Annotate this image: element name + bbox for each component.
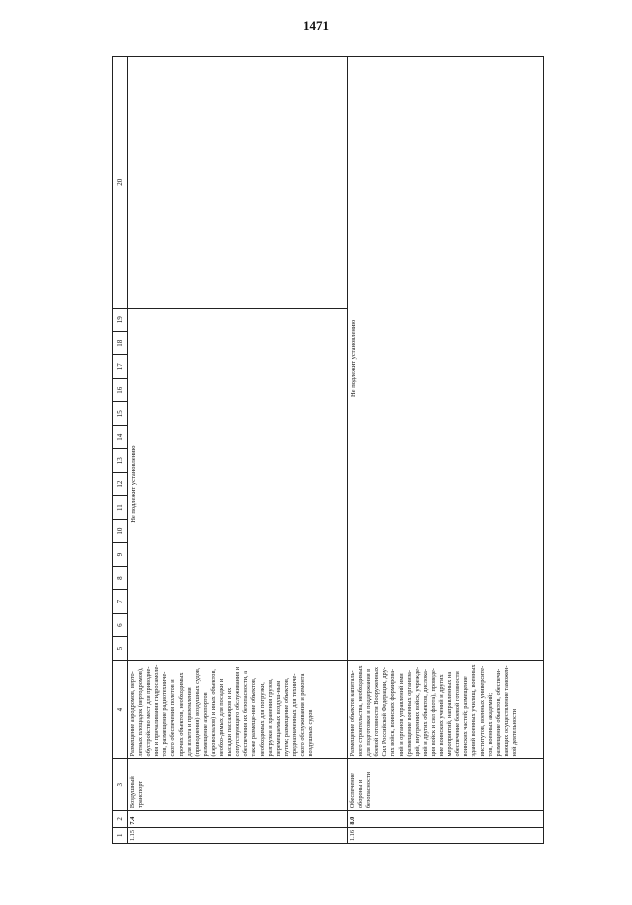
column-header: 4 bbox=[113, 660, 128, 759]
column-header: 14 bbox=[113, 425, 128, 448]
column-header: 5 bbox=[113, 637, 128, 660]
merged-params-cell bbox=[348, 57, 544, 661]
type-name-cell: Воздушный транспорт bbox=[128, 759, 348, 811]
land-use-table bbox=[112, 56, 544, 844]
merged-params-text: Не подлежит установлению bbox=[130, 445, 137, 523]
column-header: 7 bbox=[113, 590, 128, 613]
description-cell: Размещение объектов капиталь-ного строительства, необходимых для подготовки и поддержания в боевой готовности Вооруженных Сил Российской Федерации, дру-гих войск, воинских формирова-ний и органов управлений ими (размещение военных организа-ций, внутренних войск, учрежде-ний и других объектов, дислока-ция войск и сил флота), проведе-ние воинских учений и других мероприятий, направленных на обеспечение боевой готовности воинских частей; размещение зданий военных училищ, военных институтов, военных университе-тов, военных академий; размещение объектов, обеспечи-вающих осуществление таможен-ной деятельности bbox=[348, 660, 544, 759]
merged-params-cell bbox=[128, 308, 348, 660]
table-row bbox=[348, 57, 544, 844]
merged-params-text: Не подлежит установлению bbox=[350, 319, 357, 398]
column-header: 11 bbox=[113, 496, 128, 519]
empty-cell bbox=[128, 57, 348, 309]
column-header: 9 bbox=[113, 543, 128, 566]
column-header: 2 bbox=[113, 811, 128, 827]
column-header: 17 bbox=[113, 355, 128, 378]
column-header: 3 bbox=[113, 759, 128, 811]
column-header: 19 bbox=[113, 308, 128, 331]
row-number: 1.15 bbox=[128, 827, 348, 843]
code-cell: 8.0 bbox=[348, 811, 544, 827]
page-number: 1471 bbox=[303, 18, 329, 33]
header-row bbox=[113, 57, 128, 844]
column-header: 15 bbox=[113, 402, 128, 425]
type-name-cell: Обеспечение обороны и безопасности bbox=[348, 759, 544, 811]
land-use-table-rotated bbox=[112, 56, 542, 844]
column-header: 8 bbox=[113, 566, 128, 589]
column-header: 18 bbox=[113, 332, 128, 355]
column-header: 1 bbox=[113, 827, 128, 843]
column-header: 12 bbox=[113, 472, 128, 495]
table-row bbox=[128, 57, 348, 844]
description-cell: Размещение аэродромов, верто-летных площадок (вертодромов), обустройство мест для приводне-ния и причаливания гидросамоле-тов, размещение радиотехниче-ского обеспечения полетов и прочих объектов, необходимых для взлета и приземления (приводнения) воздушных судов, размещение аэропортов (аэровокзалов) и иных объектов, необхо-димых для посадки и высадки пассажиров и их сопутствующего обслуживания и обеспечения их безопасности, а также размеще-ние объектов, необходимых для погрузки, разгрузки и хранения грузов, перемещаемых воздуш-ным путем; размещение объектов, предназначенных для техниче-ского обслуживания и ремонта воздушных судов bbox=[128, 660, 348, 759]
code-cell: 7.4 bbox=[128, 811, 348, 827]
column-header: 10 bbox=[113, 519, 128, 542]
column-header: 6 bbox=[113, 613, 128, 636]
column-header: 20 bbox=[113, 57, 128, 309]
column-header: 16 bbox=[113, 378, 128, 401]
row-number: 1.16 bbox=[348, 827, 544, 843]
column-header: 13 bbox=[113, 449, 128, 472]
